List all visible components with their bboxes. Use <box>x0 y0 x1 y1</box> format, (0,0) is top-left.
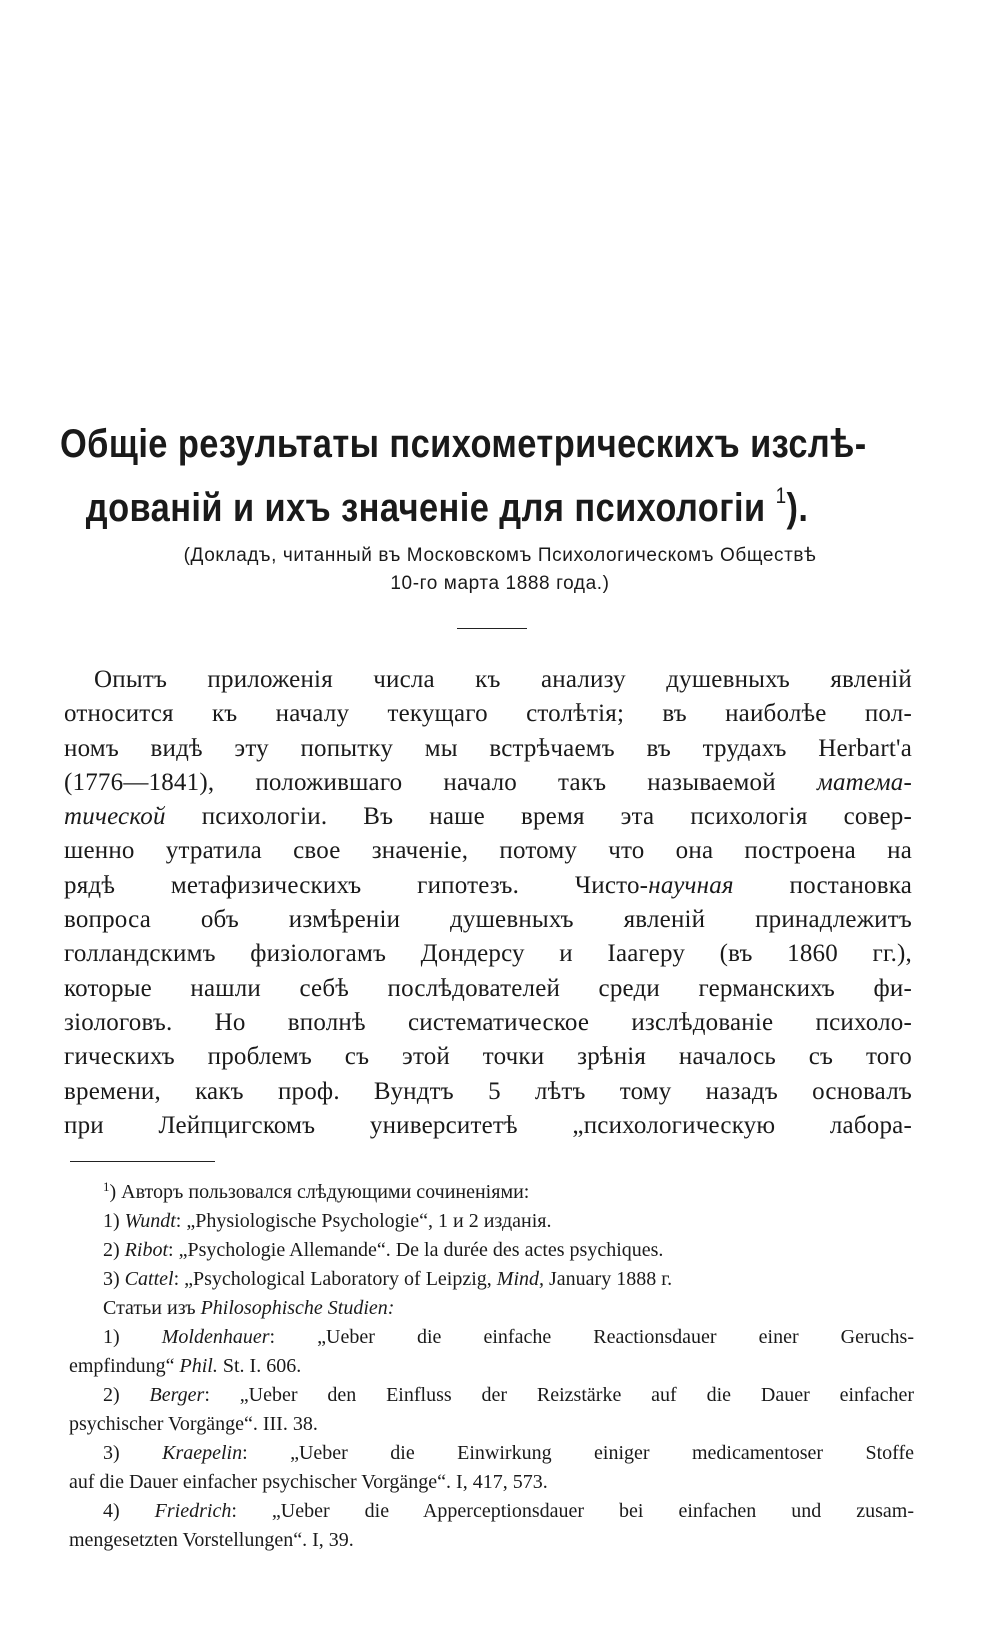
footnote-line <box>69 1468 914 1497</box>
footnote-text: January 1888 г. <box>544 1268 673 1290</box>
body-line <box>64 972 912 1006</box>
footnote-author: Phil. <box>179 1355 218 1377</box>
footnote-line <box>69 1236 914 1265</box>
body-emphasis: тической <box>64 803 166 831</box>
body-line <box>64 1006 912 1040</box>
body-line <box>64 937 912 971</box>
footnote-author: Philosophische Studien: <box>200 1297 395 1319</box>
footnote-text: 1) <box>103 1210 125 1232</box>
subtitle-line-2: 10-го марта 1888 года.) <box>390 573 610 594</box>
footnote-author: Moldenhauer <box>161 1326 270 1348</box>
body-text-run: вопроса объ измѣреніи душевныхъ явленій принадлежитъ <box>64 906 912 934</box>
body-emphasis: научная <box>648 871 734 899</box>
footnote-author: Kraepelin <box>162 1442 243 1464</box>
title-footnote-marker[interactable]: 1 <box>775 483 787 508</box>
footnote-text: : „Ueber den Einfluss der Reizstärke auf die Dauer einfacher <box>204 1384 914 1406</box>
footnote-text: : „Psychological Laboratory of Leipzig, <box>173 1268 497 1290</box>
footnote-text: 3) <box>103 1268 125 1290</box>
body-text-run: психологіи. Въ наше время эта психологія совер- <box>165 803 912 831</box>
body-line <box>64 834 912 868</box>
title-line-2-text: дованій и ихъ значеніе для психологіи <box>85 486 766 530</box>
article-subtitle <box>60 542 940 598</box>
body-line <box>64 800 912 834</box>
title-line-2 <box>60 470 940 534</box>
footnote-line <box>69 1410 914 1439</box>
footnote-text: empfindung“ <box>69 1355 180 1377</box>
footnote-line <box>69 1294 914 1323</box>
body-text-run: постановка <box>733 871 913 899</box>
body-paragraph <box>64 663 912 1143</box>
footnote-text: 4) <box>103 1500 155 1522</box>
body-text-run: времени, какъ проф. Вундтъ 5 лѣтъ тому назадъ основалъ <box>64 1077 912 1105</box>
title-divider <box>457 628 527 629</box>
footnotes <box>69 1172 914 1555</box>
body-line <box>64 1075 912 1109</box>
footnote-text: : „Ueber die Apperceptionsdauer bei einfachen und zusam- <box>231 1500 914 1522</box>
body-text-run: гическихъ проблемъ съ этой точки зрѣнія началось съ того <box>64 1043 912 1071</box>
footnote-author: Ribot <box>124 1239 169 1261</box>
footnote-line <box>69 1323 914 1352</box>
body-line <box>64 1040 912 1074</box>
footnote-marker: 1 <box>103 1179 110 1194</box>
footnote-line <box>69 1265 914 1294</box>
footnote-text: mengesetzten Vorstellungen“. I, 39. <box>69 1529 354 1551</box>
body-line <box>64 663 912 697</box>
footnote-text: : „Psychologie Allemande“. De la durée des actes psychiques. <box>168 1239 664 1261</box>
footnote-text: : „Ueber die Einwirkung einiger medicamentoser Stoffe <box>242 1442 914 1464</box>
footnote-text: 2) <box>103 1239 125 1261</box>
body-line <box>64 903 912 937</box>
body-text-run: голландскимъ физіологамъ Дондерсу и Іаагеру (въ 1860 гг.), <box>64 940 912 968</box>
body-text-run: шенно утратила свое значеніе, потому что она построена на <box>64 837 912 865</box>
title-close: ). <box>786 486 809 530</box>
footnote-text: 3) <box>103 1442 163 1464</box>
title-line-1: Общіе результаты психометрическихъ изслѣ- <box>60 422 867 466</box>
body-text-run: которые нашли себѣ послѣдователей среди германскихъ фи- <box>64 974 912 1002</box>
article-title <box>60 418 940 534</box>
footnote-text: Статьи изъ <box>103 1297 201 1319</box>
body-text-run: при Лейпцигскомъ университетѣ „психологическую лабора- <box>64 1111 912 1139</box>
footnote-text: : „Physiologische Psychologie“, 1 и 2 изданія. <box>175 1210 552 1232</box>
body-text-run: номъ видѣ эту попытку мы встрѣчаемъ въ трудахъ Herbart'a <box>64 734 912 762</box>
footnote-author: Wundt <box>124 1210 176 1232</box>
footnote-line <box>69 1352 914 1381</box>
footnote-line <box>69 1381 914 1410</box>
body-line <box>64 1109 912 1143</box>
footnote-line <box>69 1439 914 1468</box>
footnote-line <box>69 1526 914 1555</box>
body-line <box>64 766 912 800</box>
footnote-author: Friedrich <box>154 1500 232 1522</box>
body-text-run: рядѣ метафизическихъ гипотезъ. Чисто- <box>64 871 649 899</box>
footnote-author: Mind, <box>496 1268 545 1290</box>
footnote-line <box>69 1497 914 1526</box>
body-text-run: Опытъ приложенія числа къ анализу душевныхъ явленій <box>94 666 912 693</box>
footnote-author: Cattel <box>124 1268 174 1290</box>
body-emphasis: матема- <box>816 768 912 796</box>
body-line <box>64 869 912 903</box>
footnote-text: St. I. 606. <box>217 1355 302 1377</box>
subtitle-line-1: (Докладъ, читанный въ Московскомъ Психологическомъ Обществѣ <box>183 545 817 566</box>
body-text-run: относится къ началу текущаго столѣтія; въ наиболѣе пол- <box>64 700 912 728</box>
footnote-text: : „Ueber die einfache Reactionsdauer einer Geruchs- <box>269 1326 914 1348</box>
footnote-text: ) Авторъ пользовался слѣдующими сочиненіями: <box>109 1181 530 1203</box>
footnote-text: 1) <box>103 1326 162 1348</box>
body-line <box>64 697 912 731</box>
footnote-line <box>69 1172 914 1207</box>
footnote-text: auf die Dauer einfacher psychischer Vorgänge“. I, 417, 573. <box>69 1471 548 1493</box>
footnote-text: psychischer Vorgänge“. III. 38. <box>69 1413 318 1435</box>
body-text-run: (1776—1841), положившаго начало такъ называемой <box>64 768 817 796</box>
footnote-author: Berger <box>149 1384 205 1406</box>
body-line <box>64 732 912 766</box>
footnote-line <box>69 1207 914 1236</box>
footnote-divider <box>70 1161 215 1162</box>
body-text-run: зіологовъ. Но вполнѣ систематическое изслѣдованіе психоло- <box>64 1008 912 1036</box>
footnote-text: 2) <box>103 1384 150 1406</box>
